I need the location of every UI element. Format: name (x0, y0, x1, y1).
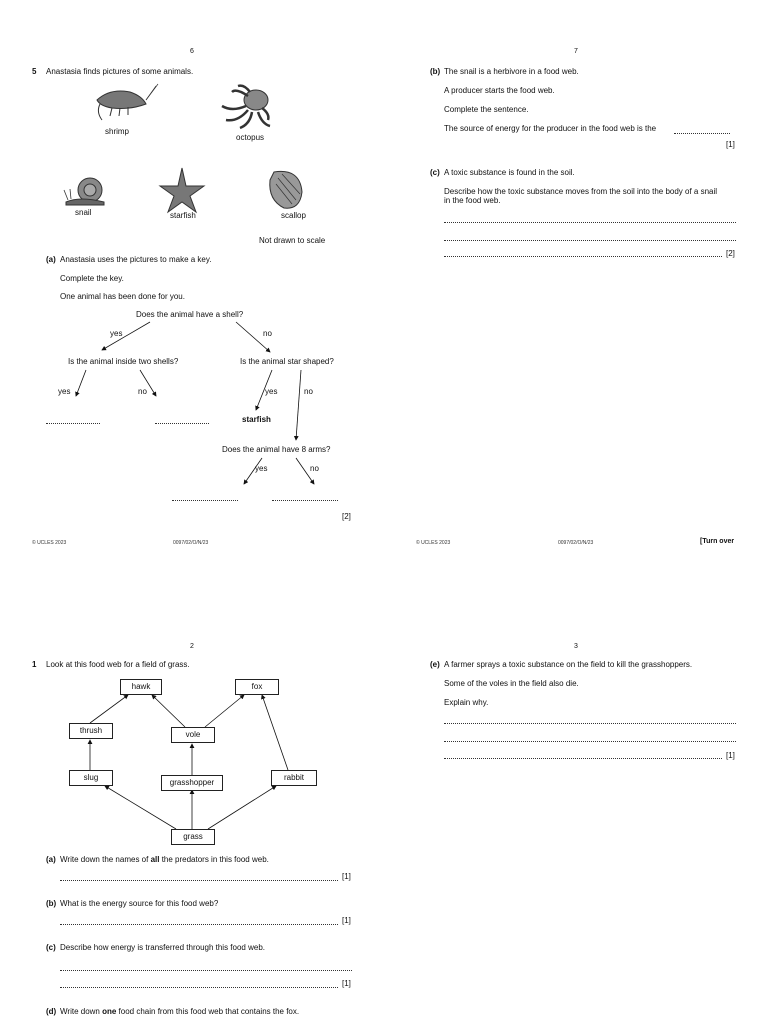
paper-code: 0097/02/O/N/23 (173, 540, 209, 546)
part-label-c: (c) (430, 168, 440, 177)
label-octopus: octopus (236, 133, 265, 142)
part-c-text: Describe how energy is transferred through this food web. (60, 943, 265, 952)
food-web-slug: slug (69, 770, 113, 786)
question-number: 1 (32, 660, 37, 669)
answer-line[interactable] (444, 758, 722, 759)
page-number: 2 (190, 643, 194, 650)
marks: [2] (726, 249, 735, 258)
instruction-text: Complete the key. (60, 274, 124, 283)
part-a-text: Write down the names of all the predators in this food web. (60, 855, 269, 864)
part-label-d: (d) (46, 1007, 57, 1016)
part-label-a: (a) (46, 855, 56, 864)
part-e-line: Some of the voles in the field also die. (444, 679, 579, 688)
part-label-b: (b) (46, 899, 57, 908)
question-number: 5 (32, 67, 37, 76)
question-text: Look at this food web for a field of grass. (46, 660, 190, 669)
marks: [1] (342, 979, 351, 988)
key-yes: yes (58, 387, 71, 396)
label-shrimp: shrimp (105, 127, 130, 136)
part-c-line: Describe how the toxic substance moves from the soil into the body of a snail (444, 187, 718, 196)
marks: [1] (342, 916, 351, 925)
answer-line[interactable] (444, 741, 736, 742)
key-yes: yes (110, 329, 123, 338)
key-no: no (304, 387, 313, 396)
question-text: Anastasia finds pictures of some animals. (46, 67, 194, 76)
answer-line[interactable] (60, 987, 338, 988)
copyright: © UCLES 2023 (416, 540, 451, 546)
part-e-text: A farmer sprays a toxic substance on the field to kill the grasshoppers. (444, 660, 693, 669)
key-no: no (263, 329, 272, 338)
food-web-grasshopper: grasshopper (161, 775, 223, 791)
key-no: no (138, 387, 147, 396)
part-d-text: Write down one food chain from this food web that contains the fox. (60, 1007, 300, 1016)
part-c-line: in the food web. (444, 196, 501, 205)
part-label-e: (e) (430, 660, 440, 669)
key-no: no (310, 464, 319, 473)
key-question-4: Does the animal have 8 arms? (222, 445, 331, 454)
food-web-hawk: hawk (120, 679, 162, 695)
key-answer-starfish: starfish (242, 415, 271, 424)
copyright: © UCLES 2023 (32, 540, 67, 546)
scale-note: Not drawn to scale (259, 236, 326, 245)
label-snail: snail (75, 208, 92, 217)
instruction-text: One animal has been done for you. (60, 292, 185, 301)
food-web-rabbit: rabbit (271, 770, 317, 786)
marks: [1] (726, 751, 735, 760)
key-question-2: Is the animal inside two shells? (68, 357, 179, 366)
part-a-text: Anastasia uses the pictures to make a key. (60, 255, 212, 264)
label-scallop: scallop (281, 211, 306, 220)
label-starfish: starfish (170, 211, 196, 220)
key-question-3: Is the animal star shaped? (240, 357, 334, 366)
food-web-fox: fox (235, 679, 279, 695)
page-number: 3 (574, 643, 578, 650)
answer-line[interactable] (60, 924, 338, 925)
part-b-text: The snail is a herbivore in a food web. (444, 67, 579, 76)
turn-over: [Turn over (700, 538, 735, 545)
page-number: 6 (190, 48, 194, 55)
part-b-line: Complete the sentence. (444, 105, 529, 114)
part-c-text: A toxic substance is found in the soil. (444, 168, 575, 177)
part-b-text: What is the energy source for this food web? (60, 899, 219, 908)
part-label-b: (b) (430, 67, 441, 76)
answer-line[interactable] (60, 880, 338, 881)
marks: [1] (726, 140, 735, 149)
food-web-vole: vole (171, 727, 215, 743)
page-number: 7 (574, 48, 578, 55)
key-yes: yes (255, 464, 268, 473)
answer-line[interactable] (444, 723, 736, 724)
answer-line[interactable] (60, 970, 352, 971)
marks: [2] (342, 512, 351, 521)
key-yes: yes (265, 387, 278, 396)
part-e-line: Explain why. (444, 698, 489, 707)
food-web-grass: grass (171, 829, 215, 845)
paper-code: 0097/02/O/N/23 (558, 540, 594, 546)
food-web-thrush: thrush (69, 723, 113, 739)
part-b-line: The source of energy for the producer in the food web is the (444, 124, 657, 133)
marks: [1] (342, 872, 351, 881)
key-question-1: Does the animal have a shell? (136, 310, 244, 319)
part-b-line: A producer starts the food web. (444, 86, 555, 95)
part-label-c: (c) (46, 943, 56, 952)
part-label-a: (a) (46, 255, 56, 264)
